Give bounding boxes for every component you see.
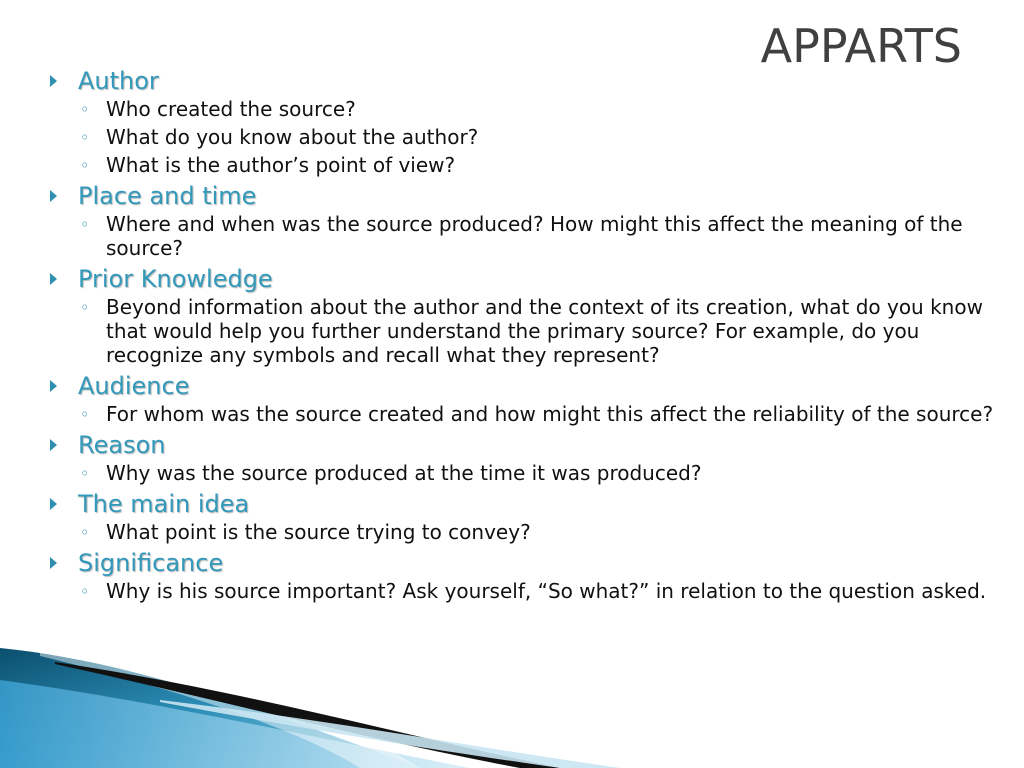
sub-bullet-text: For whom was the source created and how might this affect the reliability of the source?	[106, 402, 994, 426]
bullet-reason	[0, 430, 1010, 460]
circle-outline-icon: ◦	[80, 405, 90, 424]
sub-bullet	[0, 520, 1010, 544]
section-heading-author: Author	[78, 67, 159, 95]
section-heading-reason: Reason	[78, 431, 166, 459]
sub-bullet	[0, 579, 1010, 603]
sub-bullet	[0, 125, 1010, 149]
sub-bullet-text: Who created the source?	[106, 97, 356, 121]
bullet-prior-knowledge	[0, 264, 1010, 294]
circle-outline-icon: ◦	[80, 128, 90, 147]
triangle-right-icon	[50, 498, 57, 510]
sub-bullet	[0, 97, 1010, 121]
circle-outline-icon: ◦	[80, 156, 90, 175]
sub-bullet-text: Why was the source produced at the time it was produced?	[106, 461, 702, 485]
circle-outline-icon: ◦	[80, 215, 90, 234]
triangle-right-icon	[50, 273, 57, 285]
triangle-right-icon	[50, 75, 57, 87]
sub-bullet-text: Why is his source important? Ask yourself, “So what?” in relation to the question asked.	[106, 579, 987, 603]
bullet-author	[0, 66, 1010, 96]
sub-bullet-text: What is the author’s point of view?	[106, 153, 456, 177]
section-heading-audience: Audience	[78, 372, 190, 400]
circle-outline-icon: ◦	[80, 464, 90, 483]
slide-content	[0, 66, 1010, 607]
sub-bullet-text: Where and when was the source produced? How might this affect the meaning of the source?	[106, 212, 963, 260]
sub-bullet	[0, 402, 1010, 426]
section-heading-place-and-time: Place and time	[78, 182, 257, 210]
circle-outline-icon: ◦	[80, 582, 90, 601]
triangle-right-icon	[50, 557, 57, 569]
bullet-significance	[0, 548, 1010, 578]
sub-bullet-text: Beyond information about the author and the context of its creation, what do you know that would help you further understand the primary source? For example, do you recognize any symbols and recall what they represent?	[106, 295, 983, 367]
triangle-right-icon	[50, 439, 57, 451]
bullet-main-idea	[0, 489, 1010, 519]
triangle-right-icon	[50, 190, 57, 202]
bullet-place-and-time	[0, 181, 1010, 211]
section-heading-main-idea: The main idea	[78, 490, 250, 518]
sub-bullet	[0, 153, 1010, 177]
bullet-audience	[0, 371, 1010, 401]
sub-bullet-text: What point is the source trying to convey?	[106, 520, 531, 544]
sub-bullet	[0, 461, 1010, 485]
circle-outline-icon: ◦	[80, 523, 90, 542]
circle-outline-icon: ◦	[80, 298, 90, 317]
sub-bullet-text: What do you know about the author?	[106, 125, 479, 149]
sub-bullet	[0, 212, 1010, 260]
circle-outline-icon: ◦	[80, 100, 90, 119]
triangle-right-icon	[50, 380, 57, 392]
sub-bullet	[0, 295, 1010, 367]
section-heading-significance: Significance	[78, 549, 224, 577]
slide-title: APPARTS	[760, 19, 962, 73]
section-heading-prior-knowledge: Prior Knowledge	[78, 265, 273, 293]
